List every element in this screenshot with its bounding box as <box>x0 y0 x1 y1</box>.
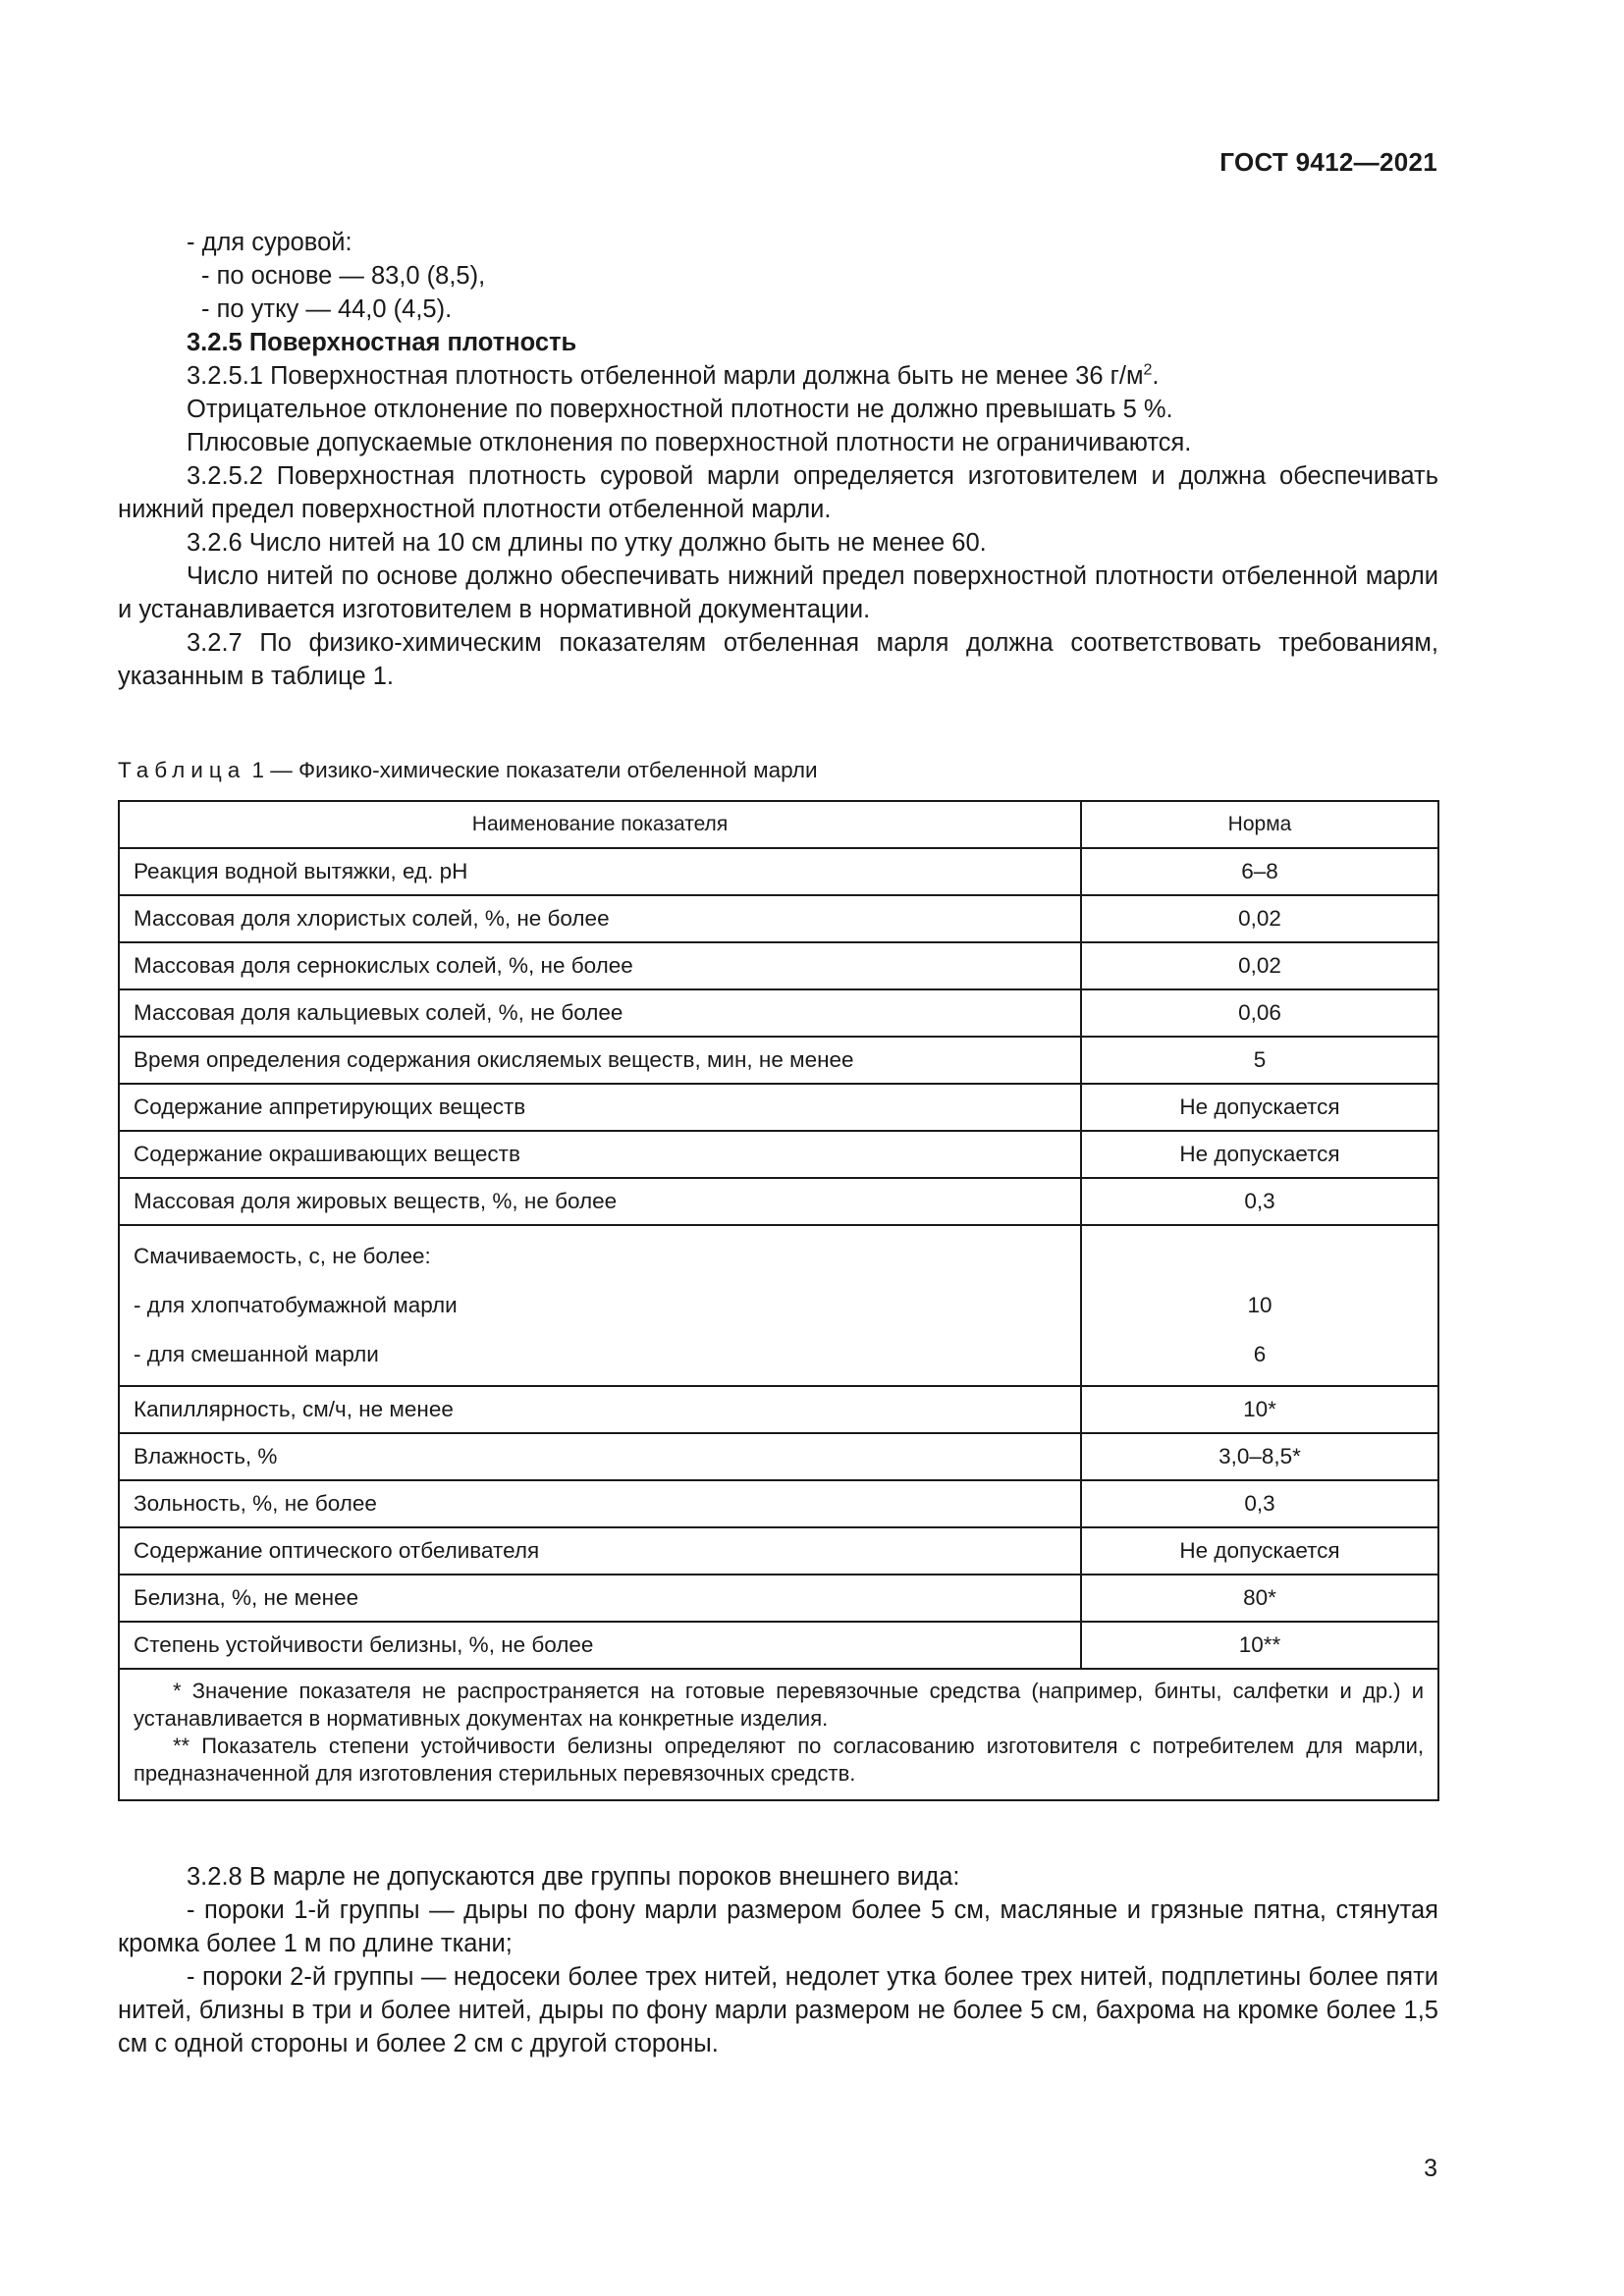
table-row <box>119 1480 1438 1527</box>
row-norm: 0,06 <box>1081 989 1438 1037</box>
table-row <box>119 895 1438 942</box>
header-norm: Норма <box>1081 801 1438 848</box>
row-norm: 80* <box>1081 1575 1438 1622</box>
table-footnotes <box>119 1669 1438 1800</box>
para-3-2-8: 3.2.8 В марле не допускаются две группы пороков внешнего вида: <box>187 1863 960 1891</box>
para-plus-deviation: Плюсовые допускаемые отклонения по поверхностной плотности не ограничиваются. <box>187 429 1192 456</box>
row-norm: 0,3 <box>1081 1480 1438 1527</box>
row-name: Реакция водной вытяжки, ед. рН <box>119 848 1081 895</box>
para-3-2-6: 3.2.6 Число нитей на 10 см длины по утку должно быть не менее 60. <box>187 529 987 557</box>
row-name: Зольность, %, не более <box>119 1480 1081 1527</box>
row-norm: 5 <box>1081 1037 1438 1084</box>
row-name: Степень устойчивости белизны, %, не более <box>119 1622 1081 1669</box>
table-row <box>119 1131 1438 1178</box>
row-norm: 3,0–8,5* <box>1081 1433 1438 1480</box>
row-name: Время определения содержания окисляемых веществ, мин, не менее <box>119 1037 1081 1084</box>
para-3-2-7: 3.2.7 По физико-химическим показателям отбеленная марля должна соответствовать требованиям, указанным в таблице 1. <box>118 629 1438 690</box>
row-norm: 10** <box>1081 1622 1438 1669</box>
table-row <box>119 1575 1438 1622</box>
period: . <box>1152 362 1160 390</box>
table-footnote-row <box>119 1669 1438 1800</box>
list-weft: - по утку — 44,0 (4,5). <box>201 295 453 323</box>
footnote-2: ** Показатель степени устойчивости белизны определяют по согласованию изготовителя с потребителем для марли, предназначенной для изготовления стерильных перевязочных средств. <box>134 1734 1424 1786</box>
section-3-2-5-heading <box>118 326 1438 359</box>
wettability-title-norm <box>1096 1232 1424 1281</box>
row-name: Белизна, %, не менее <box>119 1575 1081 1622</box>
wettability-names <box>119 1225 1081 1386</box>
list-warp: - по основе — 83,0 (8,5), <box>201 262 486 290</box>
table-header-row <box>119 801 1438 848</box>
row-name: Капиллярность, см/ч, не менее <box>119 1386 1081 1433</box>
row-name: Массовая доля сернокислых солей, %, не более <box>119 942 1081 989</box>
row-norm: Не допускается <box>1081 1527 1438 1575</box>
table-caption-word: Таблица <box>118 758 246 782</box>
header-indicator: Наименование показателя <box>119 801 1081 848</box>
row-name: Содержание аппретирующих веществ <box>119 1084 1081 1131</box>
wettability-title: Смачиваемость, с, не более: <box>134 1244 431 1268</box>
table-row <box>119 1037 1438 1084</box>
row-norm: 0,02 <box>1081 895 1438 942</box>
row-name: Массовая доля хлористых солей, %, не более <box>119 895 1081 942</box>
row-name: Массовая доля кальциевых солей, %, не более <box>119 989 1081 1037</box>
bottom-text-block <box>118 1860 1438 2060</box>
row-name: Содержание окрашивающих веществ <box>119 1131 1081 1178</box>
row-norm: Не допускается <box>1081 1084 1438 1131</box>
row-norm: 6–8 <box>1081 848 1438 895</box>
table-row <box>119 989 1438 1037</box>
para-negative-deviation: Отрицательное отклонение по поверхностной плотности не должно превышать 5 %. <box>187 396 1173 423</box>
superscript: 2 <box>1143 361 1153 379</box>
table-row <box>119 1622 1438 1669</box>
wettability-cotton: - для хлопчатобумажной марли <box>134 1293 458 1317</box>
row-norm: Не допускается <box>1081 1131 1438 1178</box>
row-norm: 0,3 <box>1081 1178 1438 1225</box>
table-row <box>119 1433 1438 1480</box>
defects-group-1: - пороки 1-й группы — дыры по фону марли размером более 5 см, масляные и грязные пятна, стянутая кромка более 1 м по длине ткани; <box>118 1896 1438 1957</box>
table-caption <box>118 756 818 785</box>
list-raw: - для суровой: <box>187 229 352 256</box>
section-number: 3.2.5 <box>187 329 243 356</box>
table-row <box>119 1527 1438 1575</box>
row-name: Влажность, % <box>119 1433 1081 1480</box>
para-3-2-5-1-text: 3.2.5.1 Поверхностная плотность отбеленной марли должна быть не менее 36 г/м <box>187 362 1144 390</box>
wettability-norms <box>1081 1225 1438 1386</box>
row-name: Массовая доля жировых веществ, %, не более <box>119 1178 1081 1225</box>
physico-chemical-table <box>118 800 1439 1801</box>
para-3-2-6-b: Число нитей по основе должно обеспечивать нижний предел поверхностной плотности отбеленной марли и устанавливается изготовителем в нормативной документации. <box>118 562 1438 623</box>
table-row <box>119 1178 1438 1225</box>
wettability-mixed-norm: 6 <box>1253 1342 1267 1366</box>
table-caption-text: 1 — Физико-химические показатели отбеленной марли <box>245 758 818 782</box>
footnote-1: * Значение показателя не распространяется на готовые перевязочные средства (например, бинты, салфетки и др.) и устанавливается в нормативных документах на конкретные изделия. <box>134 1679 1424 1731</box>
document-code: ГОСТ 9412—2021 <box>1219 147 1437 177</box>
para-3-2-5-1 <box>118 359 1438 393</box>
row-norm: 0,02 <box>1081 942 1438 989</box>
table-row <box>119 848 1438 895</box>
table-row <box>119 942 1438 989</box>
section-title: Поверхностная плотность <box>248 329 577 356</box>
table-row-wettability <box>119 1225 1438 1386</box>
para-3-2-5-2: 3.2.5.2 Поверхностная плотность суровой марли определяется изготовителем и должна обеспечивать нижний предел поверхностной плотности отбеленной марли. <box>118 462 1438 523</box>
table-row <box>119 1084 1438 1131</box>
row-name: Содержание оптического отбеливателя <box>119 1527 1081 1575</box>
page-number: 3 <box>1424 2155 1437 2182</box>
defects-group-2: - пороки 2-й группы — недосеки более трех нитей, недолет утка более трех нитей, подплетины более пяти нитей, близны в три и более нитей, дыры по фону марли размером не более 5 см, бахрома на кромке более 1,5 см с одной стороны и более 2 см с другой стороны. <box>118 1963 1438 2057</box>
top-text-block <box>118 226 1438 693</box>
wettability-mixed: - для смешанной марли <box>134 1342 379 1366</box>
table-row <box>119 1386 1438 1433</box>
row-norm: 10* <box>1081 1386 1438 1433</box>
wettability-cotton-norm: 10 <box>1247 1293 1272 1317</box>
